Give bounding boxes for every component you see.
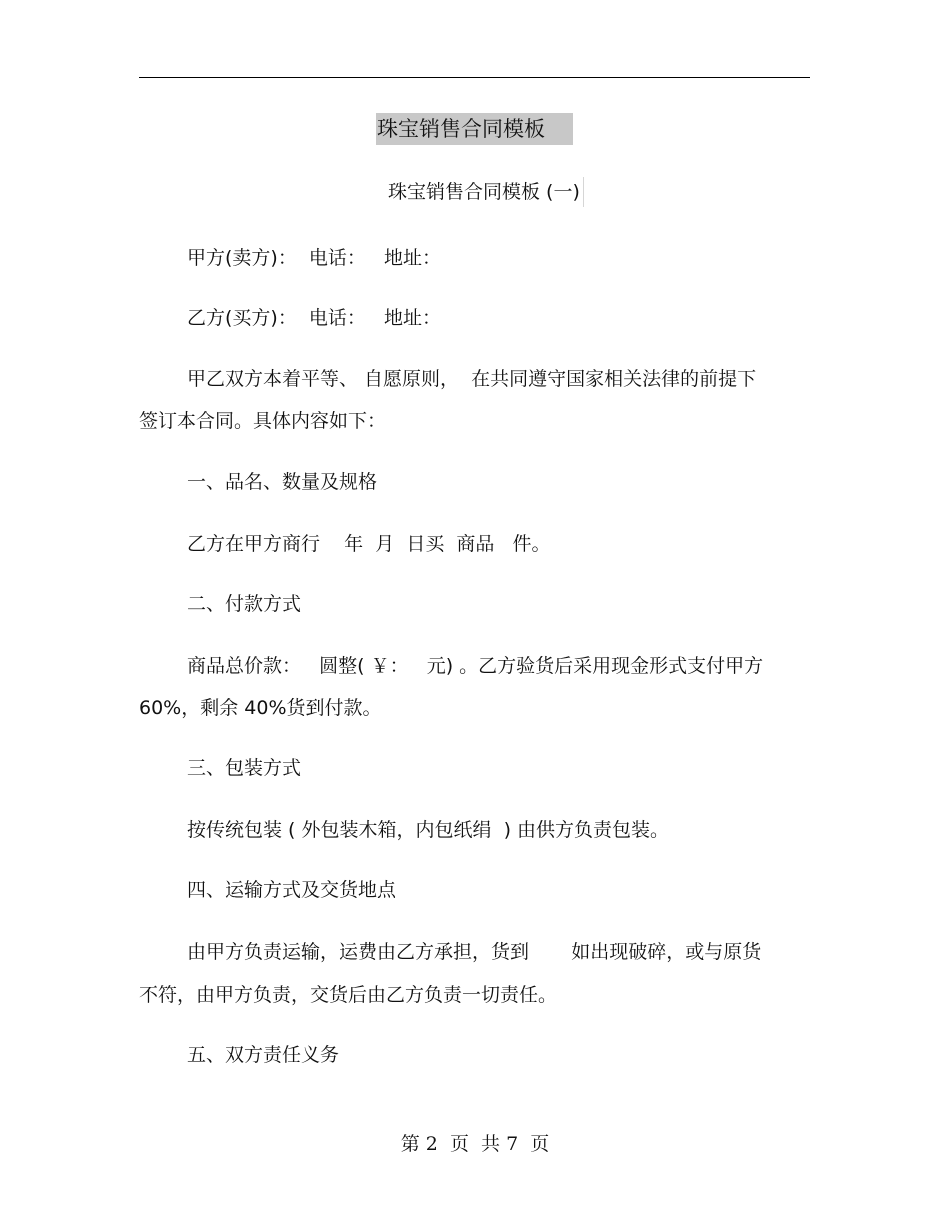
section-2-text-line-1: 商品总价款： 圆整( ￥： 元) 。乙方验货后采用现金形式支付甲方 (187, 655, 764, 677)
section-4-text-line-1: 由甲方负责运输，运费由乙方承担，货到 如出现破碎，或与原货 (187, 941, 762, 963)
document-title: 珠宝销售合同模板 (376, 113, 573, 145)
document-subtitle: 珠宝销售合同模板 (一) (388, 177, 584, 207)
header-rule (139, 77, 810, 78)
section-heading-1: 一、品名、数量及规格 (187, 471, 378, 493)
section-heading-4: 四、运输方式及交货地点 (187, 879, 397, 901)
section-4-text-line-2: 不符，由甲方负责，交货后由乙方负责一切责任。 (139, 984, 558, 1006)
section-heading-2: 二、付款方式 (187, 593, 302, 615)
preamble-line-1: 甲乙双方本着平等、 自愿原则， 在共同遵守国家相关法律的前提下 (187, 368, 757, 390)
party-a-line: 甲方(卖方)： 电话： 地址： (187, 247, 442, 269)
section-1-text: 乙方在甲方商行 年 月 日买 商品 件。 (187, 533, 551, 555)
party-b-line: 乙方(买方)： 电话： 地址： (187, 307, 442, 329)
section-heading-5: 五、双方责任义务 (187, 1044, 340, 1066)
page-number-footer: 第 2 页 共 7 页 (400, 1133, 550, 1155)
section-3-text: 按传统包装 ( 外包装木箱，内包纸绢 ) 由供方负责包装。 (187, 819, 670, 841)
section-heading-3: 三、包装方式 (187, 757, 302, 779)
preamble-line-2: 签订本合同。具体内容如下： (139, 410, 387, 432)
section-2-text-line-2: 60%，剩余 40%货到付款。 (139, 697, 382, 719)
